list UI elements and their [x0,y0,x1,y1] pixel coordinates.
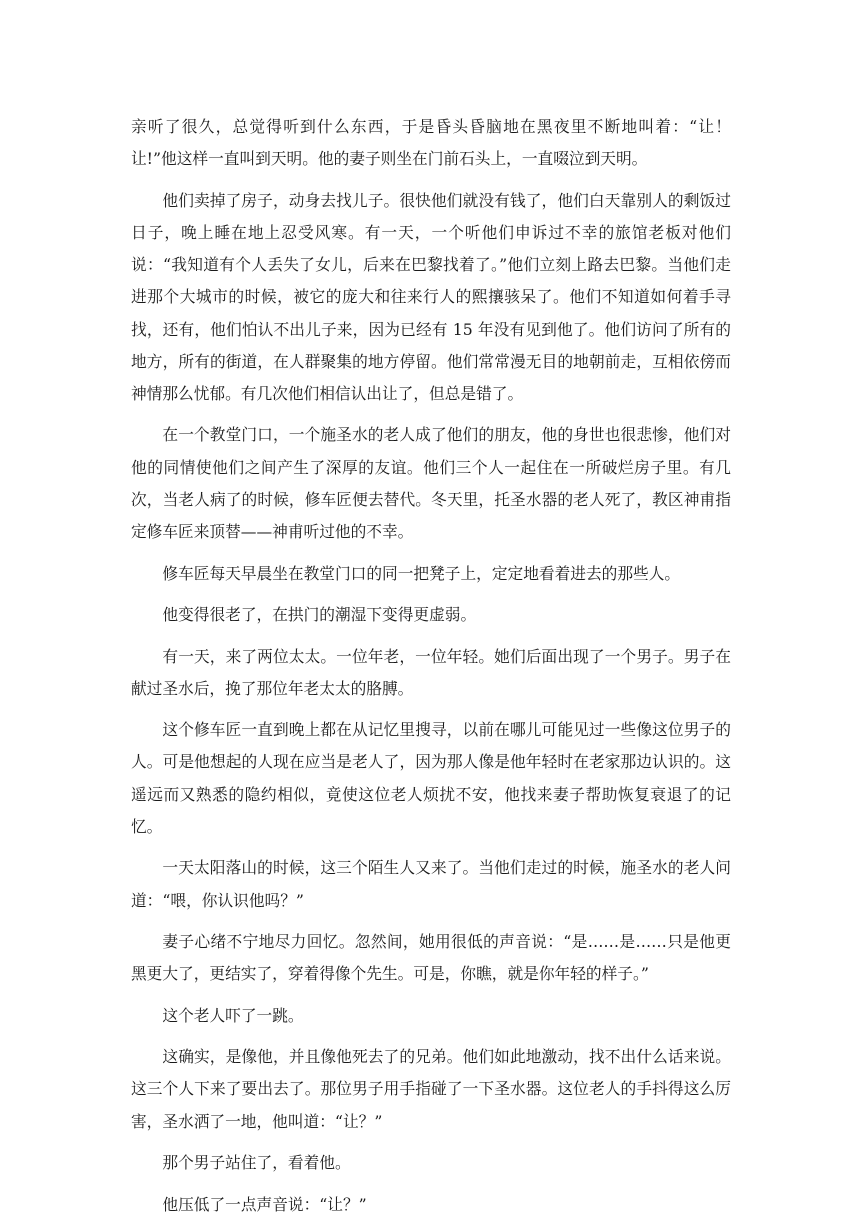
paragraph: 在一个教堂门口，一个施圣水的老人成了他们的朋友，他的身世也很悲惨，他们对他的同情使他们之间产生了深厚的友谊。他们三个人一起住在一所破烂房子里。有几次，当老人病了的时候，修车匠便去替代。冬天里，托圣水器的老人死了，教区神甫指定修车匠来顶替——神甫听过他的不幸。 [131,425,731,542]
paragraph: 有一天，来了两位太太。一位年老，一位年轻。她们后面出现了一个男子。男子在献过圣水后，挽了那位年老太太的胳膊。 [131,646,731,698]
paragraph: 他们卖掉了房子，动身去找儿子。很快他们就没有钱了，他们白天靠别人的剩饭过日子，晚上睡在地上忍受风寒。有一天，一个听他们申诉过不幸的旅馆老板对他们说：“我知道有个人丢失了女儿，后来在巴黎找着了。”他们立刻上路去巴黎。当他们走进那个大城市的时候，被它的庞大和往来行人的熙攘骇呆了。他们不知道如何着手寻找，还有，他们怕认不出儿子来，因为已经有 15 年没有见到他了。他们访问了所有的地方，所有的街道，在人群聚集的地方停留。他们常常漫无目的地朝前走，互相依傍而神情那么忧郁。有几次他们相信认出让了，但总是错了。 [131,190,731,403]
paragraph: 他压低了一点声音说：“让？” [162,1194,367,1214]
paragraph: 这确实，是像他，并且像他死去了的兄弟。他们如此地激动，找不出什么话来说。这三个人下来了要出去了。那位男子用手指碰了一下圣水器。这位老人的手抖得这么厉害，圣水洒了一地，他叫道：“让？” [131,1047,731,1131]
paragraph: 妻子心绪不宁地尽力回忆。忽然间，她用很低的声音说：“是……是……只是他更黑更大了，更结实了，穿着得像个先生。可是，你瞧，就是你年轻的样子。” [131,932,731,984]
paragraph: 亲听了很久，总觉得听到什么东西，于是昏头昏脑地在黑夜里不断地叫着：“让！让!”他这样一直叫到天明。他的妻子则坐在门前石头上，一直啜泣到天明。 [131,117,731,169]
paragraph: 这个老人吓了一跳。 [162,1005,304,1025]
paragraph: 修车匠每天早晨坐在教堂门口的同一把凳子上，定定地看着进去的那些人。 [162,563,681,583]
paragraph: 这个修车匠一直到晚上都在从记忆里搜寻，以前在哪儿可能见过一些像这位男子的人。可是他想起的人现在应当是老人了，因为那人像是他年轻时在老家那边认识的。这遥远而又熟悉的隐约相似，竟使这位老人烦扰不安，他找来妻子帮助恢复衰退了的记忆。 [131,720,731,836]
paragraph: 那个男子站住了，看着他。 [162,1153,351,1173]
paragraph: 他变得很老了，在拱门的潮湿下变得更虚弱。 [162,605,477,625]
body-text [131,111,731,1230]
paragraph: 一天太阳落山的时候，这三个陌生人又来了。当他们走过的时候，施圣水的老人问道：“喂，你认识他吗？” [131,858,731,910]
